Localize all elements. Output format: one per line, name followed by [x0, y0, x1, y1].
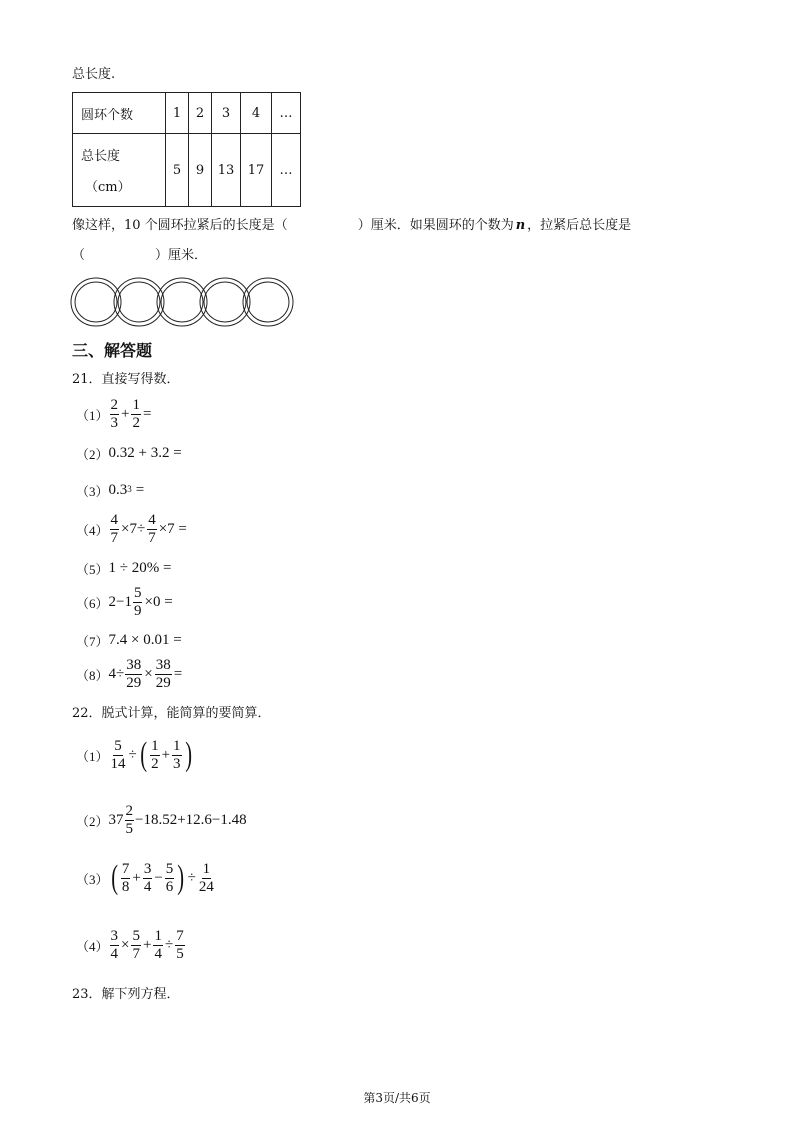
fraction: $\frac{2}{5}$: [125, 803, 134, 837]
fraction: $\frac{5}{14}$: [110, 737, 126, 772]
item-label: （8）: [76, 668, 109, 683]
q21-item-8: （8） 4÷ $\frac{38}{29}$ × $\frac{38}{29}$ =: [76, 657, 183, 691]
item-label: （6）: [76, 596, 109, 611]
q21-item-3: [76, 481, 144, 500]
fraction: $\frac{5}{9}$: [133, 585, 142, 619]
fraction: $\frac{1}{2}$: [132, 397, 140, 431]
question-text: 像这样，10 个圆环拉紧后的长度是（: [72, 218, 288, 233]
table-cell: 1: [166, 93, 189, 134]
unit-label: （cm）: [85, 180, 131, 195]
q22-item-4: （4） $\frac{3}{4}$ × $\frac{5}{7}$ + $\frac{1}{4}$ ÷ $\frac{7}{5}$: [76, 928, 184, 962]
fraction: $\frac{38}{29}$: [126, 657, 142, 691]
question-text: （: [72, 248, 86, 263]
q22-item-3: （3） ( $\frac{7}{8}$ + $\frac{3}{4}$ − $\frac{5}{6}$ ) ÷ $\frac{1}{24}$: [76, 859, 214, 896]
question-text: ）厘米．如果圆环的个数为: [357, 218, 514, 233]
q21-item-6: （6） 2−1 $\frac{5}{9}$ ×0 =: [76, 585, 173, 619]
question-text: ）厘米．: [155, 248, 208, 263]
table-cell: 3: [212, 93, 241, 134]
fraction: $\frac{4}{7}$: [110, 512, 119, 546]
question-text: ，拉紧后总长度是: [527, 218, 632, 233]
expression: 7.4 × 0.01 =: [108, 632, 182, 648]
fraction: $\frac{38}{29}$: [155, 657, 171, 691]
item-label: （7）: [76, 634, 109, 649]
question-line-1: [72, 219, 631, 232]
expression-base: 0.3: [108, 482, 128, 498]
table-cell: 4: [241, 93, 272, 134]
item-label: （3）: [76, 871, 109, 887]
equals: =: [135, 482, 145, 498]
table-cell: 5: [166, 134, 189, 207]
mixed-integer: 37: [108, 812, 124, 828]
fraction: $\frac{2}{3}$: [110, 397, 119, 431]
q22-item-1: （1） $\frac{5}{14}$ ÷ ( $\frac{1}{2}$ + $\frac{1}{3}$ ): [76, 736, 192, 773]
fraction: $\frac{7}{8}$: [121, 860, 130, 895]
fraction: $\frac{1}{2}$: [151, 737, 159, 772]
intro-text: 总长度.: [72, 67, 116, 82]
table-cell: 17: [241, 134, 272, 207]
table-cell: …: [272, 93, 301, 134]
table-cell: 2: [189, 93, 212, 134]
item-label: （4）: [76, 523, 109, 538]
table-row: [73, 134, 301, 207]
q22-title: 22．脱式计算，能简算的要简算．: [72, 706, 271, 721]
item-label: （2）: [76, 447, 109, 462]
table-row: [73, 93, 301, 134]
item-label: （1）: [76, 748, 109, 764]
fraction: $\frac{5}{6}$: [165, 860, 174, 895]
q21-item-2: [76, 444, 182, 463]
q21-item-7: [76, 631, 182, 650]
q21-item-1: （1） $\frac{2}{3}$ + $\frac{1}{2}$ =: [76, 397, 152, 431]
ring-table: [72, 92, 301, 207]
total-length-label: 总长度: [81, 149, 121, 164]
item-label: （3）: [76, 484, 109, 499]
fraction: $\frac{3}{4}$: [143, 860, 152, 895]
expression: 0.32 + 3.2 =: [108, 445, 182, 461]
q21-item-5: [76, 559, 171, 578]
table-cell: 9: [189, 134, 212, 207]
item-label: （1）: [76, 408, 109, 423]
exponent: 3: [127, 483, 132, 494]
page-footer: 第3页/共6页: [363, 1091, 431, 1105]
q22-item-2: [76, 804, 247, 837]
section-heading: 三、解答题: [72, 341, 153, 360]
variable-n: n: [515, 218, 526, 233]
expression: −18.52+12.6−1.48: [135, 812, 247, 828]
fraction: $\frac{1}{3}$: [173, 737, 181, 772]
item-label: （5）: [76, 562, 109, 577]
q21-title: 21．直接写得数．: [72, 372, 180, 387]
fraction: $\frac{5}{7}$: [132, 928, 140, 962]
q23-title: 23．解下列方程．: [72, 987, 180, 1002]
item-label: （4）: [76, 939, 109, 954]
table-cell: [73, 134, 166, 207]
fraction: $\frac{3}{4}$: [110, 928, 119, 962]
item-label: （2）: [76, 814, 109, 829]
q21-item-4: （4） $\frac{4}{7}$ ×7÷ $\frac{4}{7}$ ×7 =: [76, 512, 187, 546]
question-line-2: [72, 249, 207, 262]
table-cell: …: [272, 134, 301, 207]
fraction: $\frac{1}{4}$: [154, 928, 162, 962]
table-cell: 圆环个数: [73, 93, 166, 134]
fraction: $\frac{4}{7}$: [148, 512, 156, 546]
expression: 1 ÷ 20% =: [108, 560, 172, 576]
fraction: $\frac{1}{24}$: [198, 860, 214, 895]
fraction: $\frac{7}{5}$: [176, 928, 184, 962]
rings-figure: [70, 276, 296, 328]
table-cell: 13: [212, 134, 241, 207]
